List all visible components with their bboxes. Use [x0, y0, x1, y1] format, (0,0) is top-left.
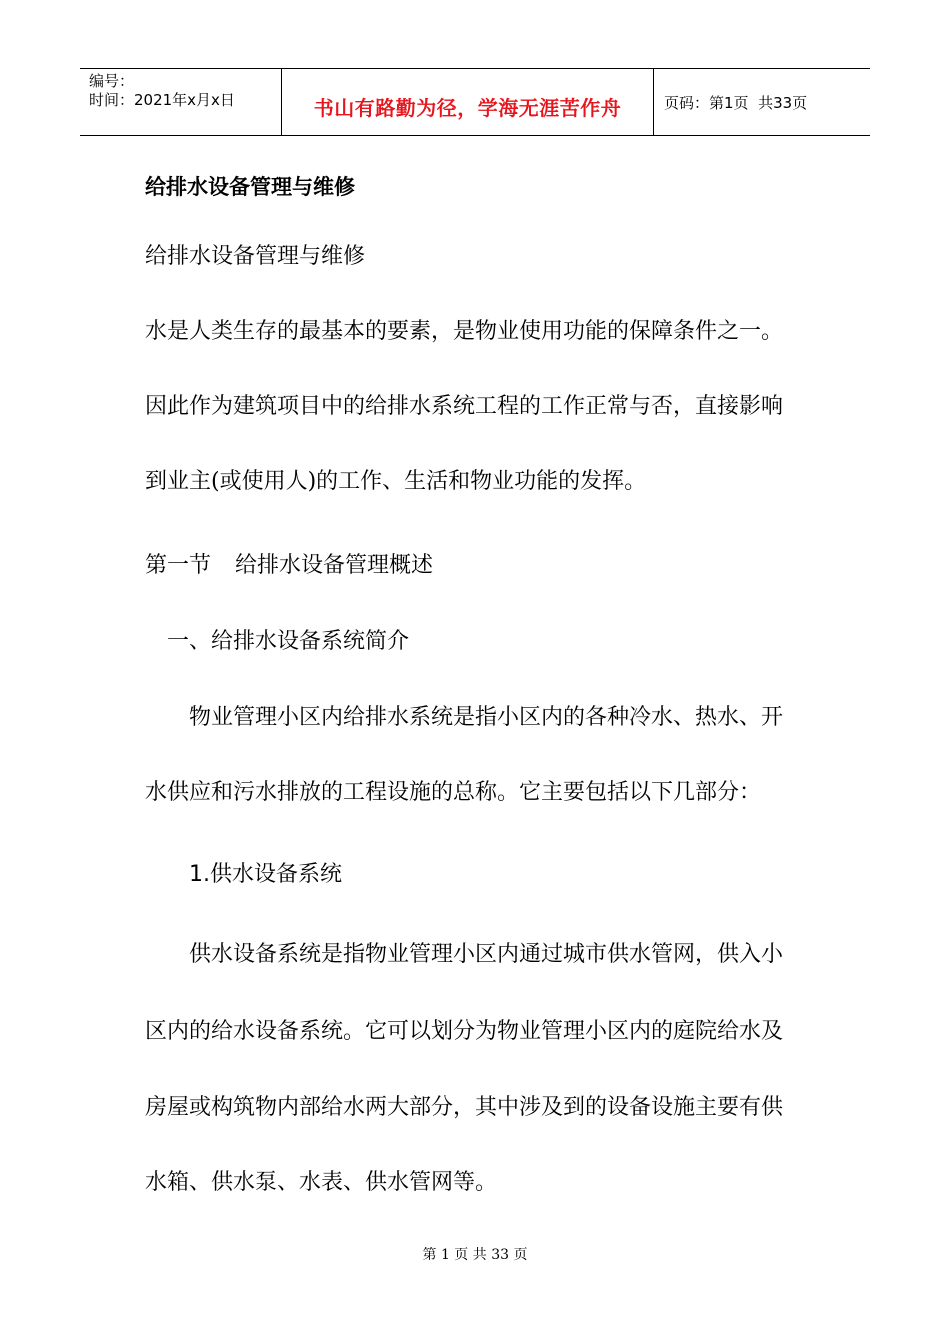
item1-number: 1.: [189, 862, 210, 887]
page-footer: 第 1 页 共 33 页: [422, 1247, 528, 1263]
subsection-title: 一、给排水设备系统简介: [167, 629, 410, 654]
document-subtitle: 给排水设备管理与维修: [145, 244, 366, 269]
para1-line-1: 物业管理小区内给排水系统是指小区内的各种冷水、热水、开: [189, 705, 784, 730]
serial-number-label: 编号：: [89, 72, 135, 90]
para1-line-2: 水供应和污水排放的工程设施的总称。它主要包括以下几部分：: [145, 780, 762, 805]
header-meta-cell: [80, 69, 282, 135]
para2-line-1: 供水设备系统是指物业管理小区内通过城市供水管网，供入小: [189, 942, 784, 967]
date-label: 时间：2021年x月x日: [89, 91, 235, 109]
intro-line-3: 到业主(或使用人)的工作、生活和物业功能的发挥。: [145, 469, 647, 494]
document-title: 给排水设备管理与维修: [145, 174, 355, 199]
intro-line-2: 因此作为建筑项目中的给排水系统工程的工作正常与否，直接影响: [145, 394, 784, 419]
para2-line-4: 水箱、供水泵、水表、供水管网等。: [145, 1170, 498, 1195]
para2-line-2: 区内的给水设备系统。它可以划分为物业管理小区内的庭院给水及: [145, 1019, 784, 1044]
section-number: 第一节: [145, 553, 212, 578]
header-motto: 书山有路勤为径，学海无涯苦作舟: [313, 95, 622, 120]
intro-line-1: 水是人类生存的最基本的要素，是物业使用功能的保障条件之一。: [145, 319, 784, 344]
item1-heading: [189, 860, 342, 890]
page-header: [80, 68, 870, 136]
para2-line-3: 房屋或构筑物内部给水两大部分，其中涉及到的设备设施主要有供: [145, 1095, 784, 1120]
section-title: 给排水设备管理概述: [235, 553, 434, 578]
section-heading: [145, 551, 433, 581]
header-motto-cell: [282, 69, 654, 135]
header-page-cell: [654, 69, 870, 135]
header-page-number: 页码：第1页 共33页: [664, 93, 808, 112]
item1-title: 供水设备系统: [210, 862, 343, 887]
